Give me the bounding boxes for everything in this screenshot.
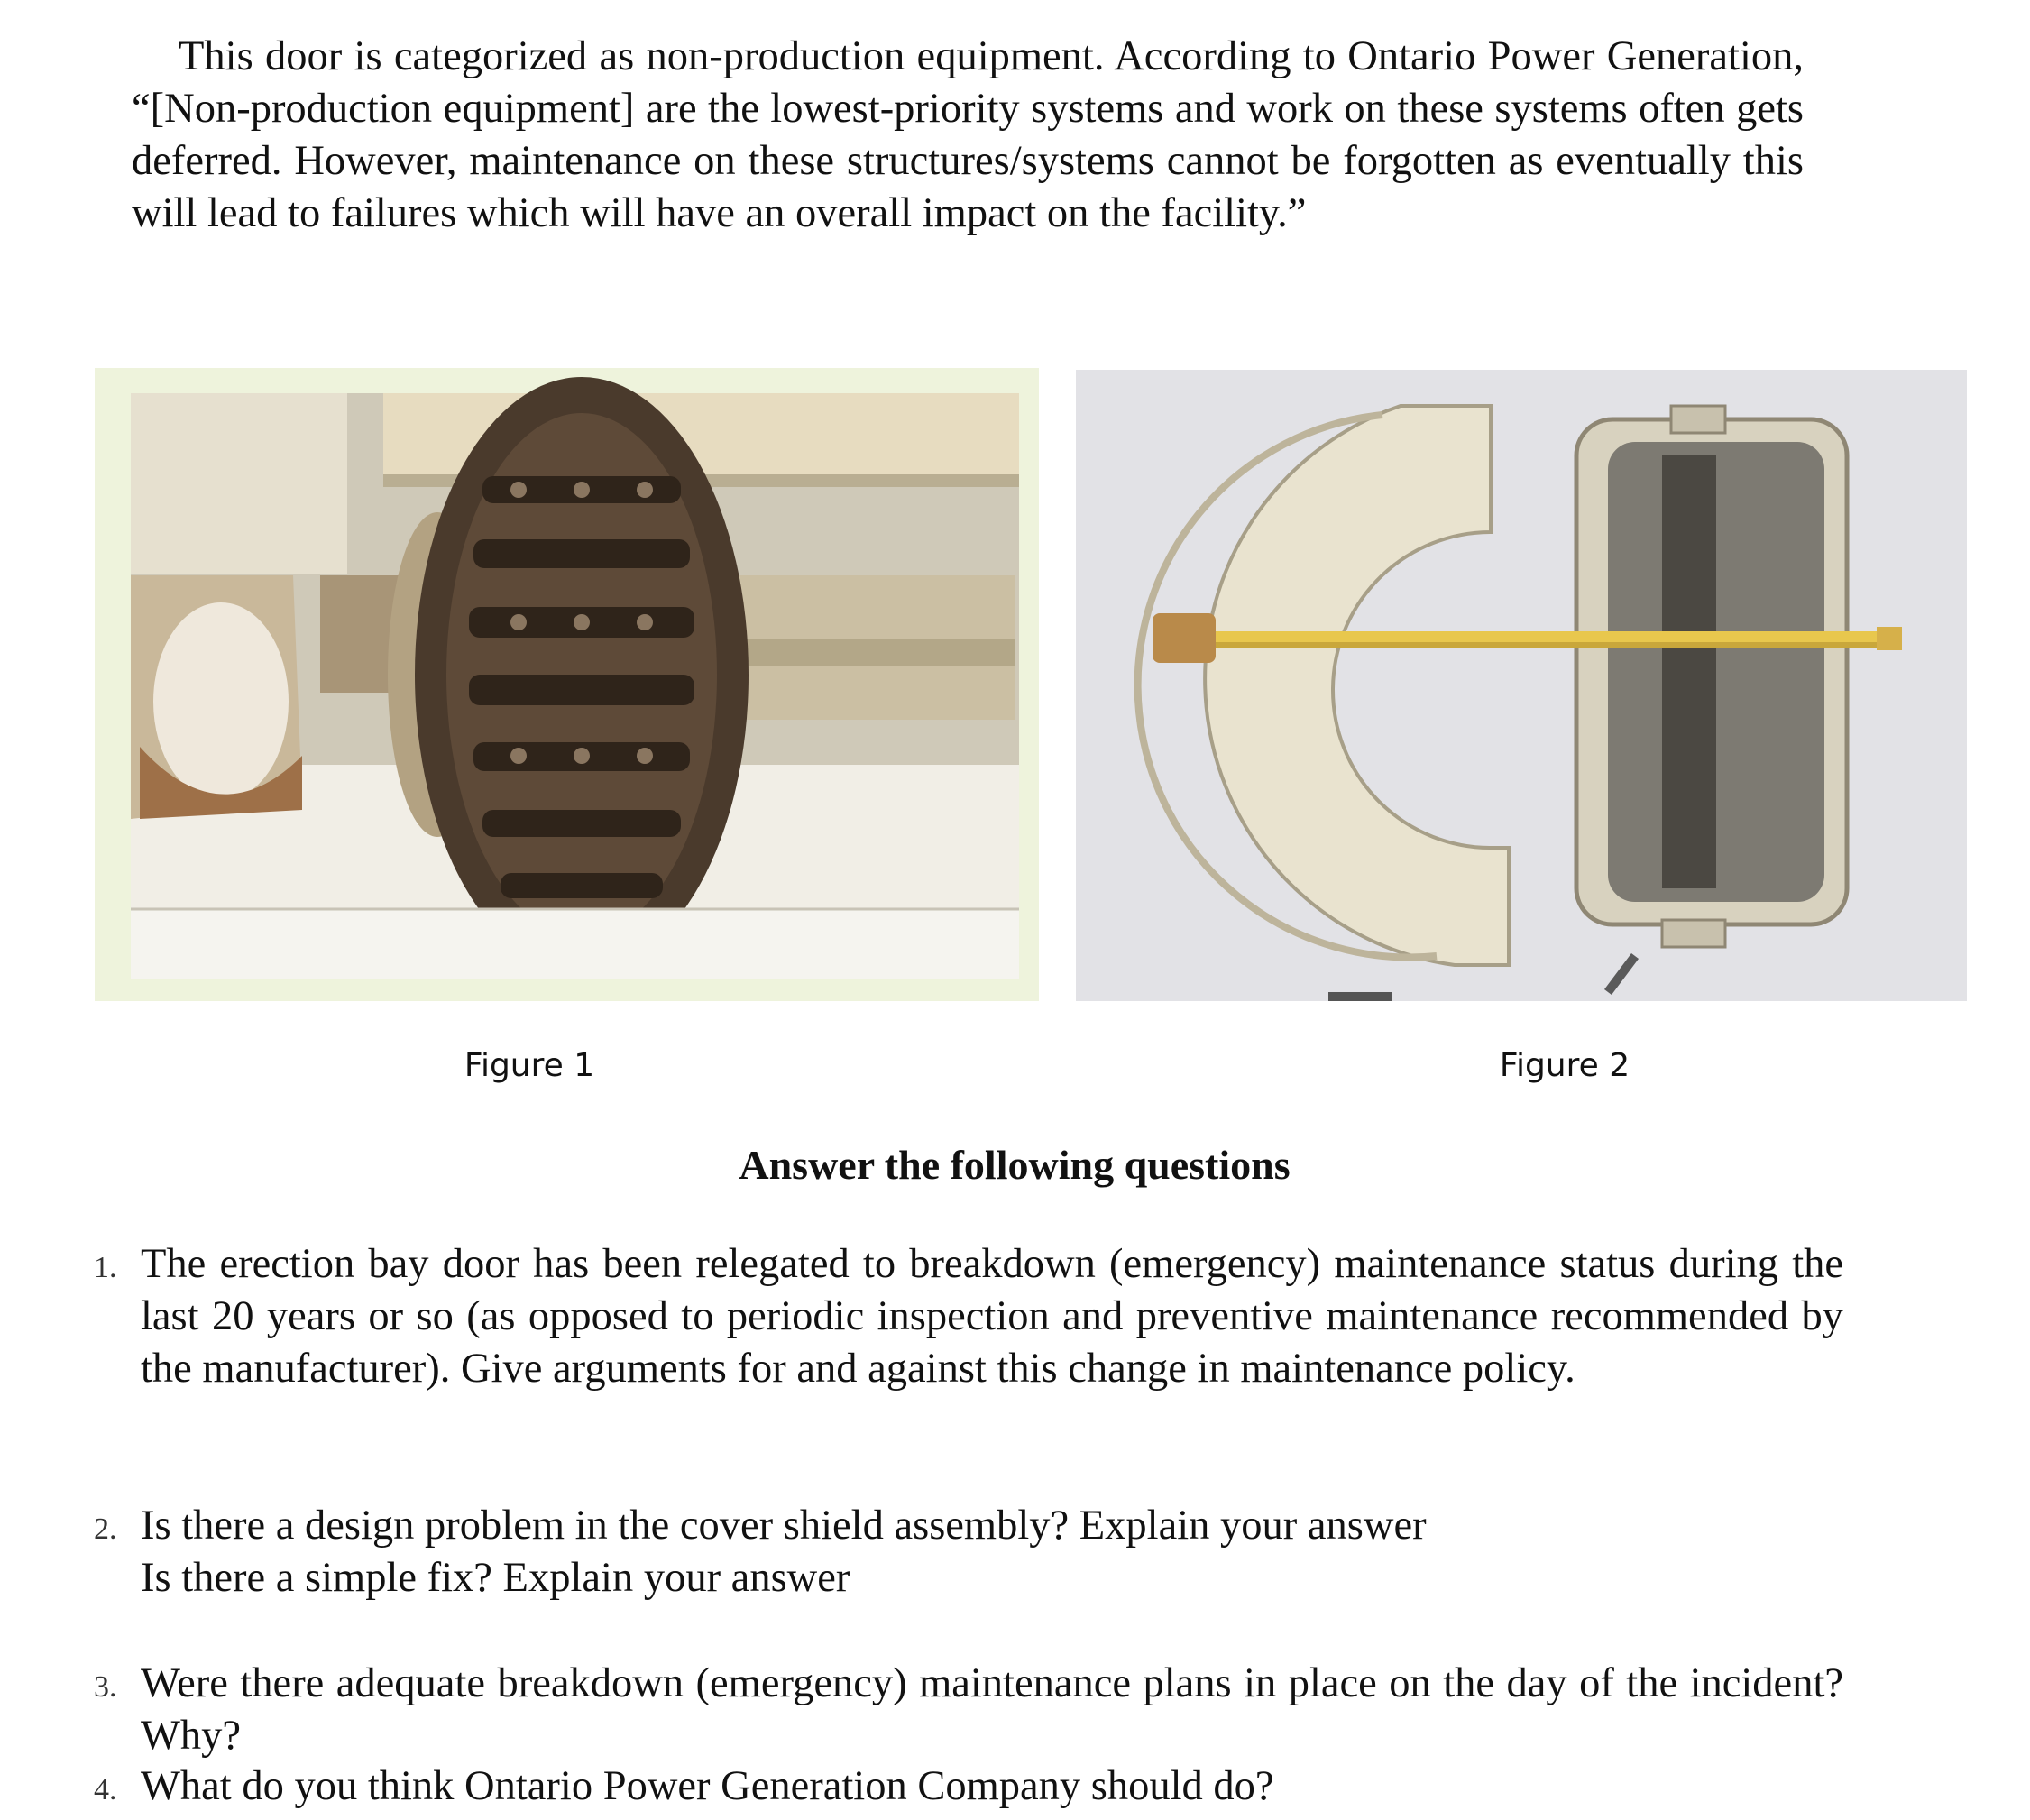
question-number: 1. [94,1251,117,1284]
question-text: Were there adequate breakdown (emergency) maintenance plans in place on the day of the incident? Why? [141,1660,1843,1759]
figure-2-caption: Figure 2 [1499,1047,1630,1084]
question-2 [94,1500,1843,1604]
question-number: 3. [94,1670,117,1704]
question-text: The erection bay door has been relegated to breakdown (emergency) maintenance status during the last 20 years or so (as opposed to periodic inspection and preventive maintenance recommended by the manufacturer). Give arguments for and against this change in maintenance policy. [141,1241,1843,1392]
intro-paragraph: This door is categorized as non-production equipment. According to Ontario Power Generation, “[Non-production equipment] are the lowest-priority systems and work on these systems often gets deferred. However, maintenance on these structures/systems cannot be forgotten as eventually this will lead to failures which will have an overall impact on the facility.” [132,33,1804,236]
question-4 [94,1760,1843,1813]
question-number: 4. [94,1773,117,1806]
question-text: What do you think Ontario Power Generation Company should do? [141,1763,1274,1809]
question-text-line-1: Is there a design problem in the cover shield assembly? Explain your answer [141,1503,1427,1549]
figure-1-caption: Figure 1 [464,1047,595,1084]
figure-1-image [95,368,1039,1001]
figure-2-image [1076,370,1967,1001]
question-1 [94,1238,1843,1395]
question-text-line-2: Is there a simple fix? Explain your answer [141,1555,850,1601]
questions-heading: Answer the following questions [739,1142,1291,1188]
question-number: 2. [94,1512,117,1546]
question-3 [94,1658,1843,1762]
